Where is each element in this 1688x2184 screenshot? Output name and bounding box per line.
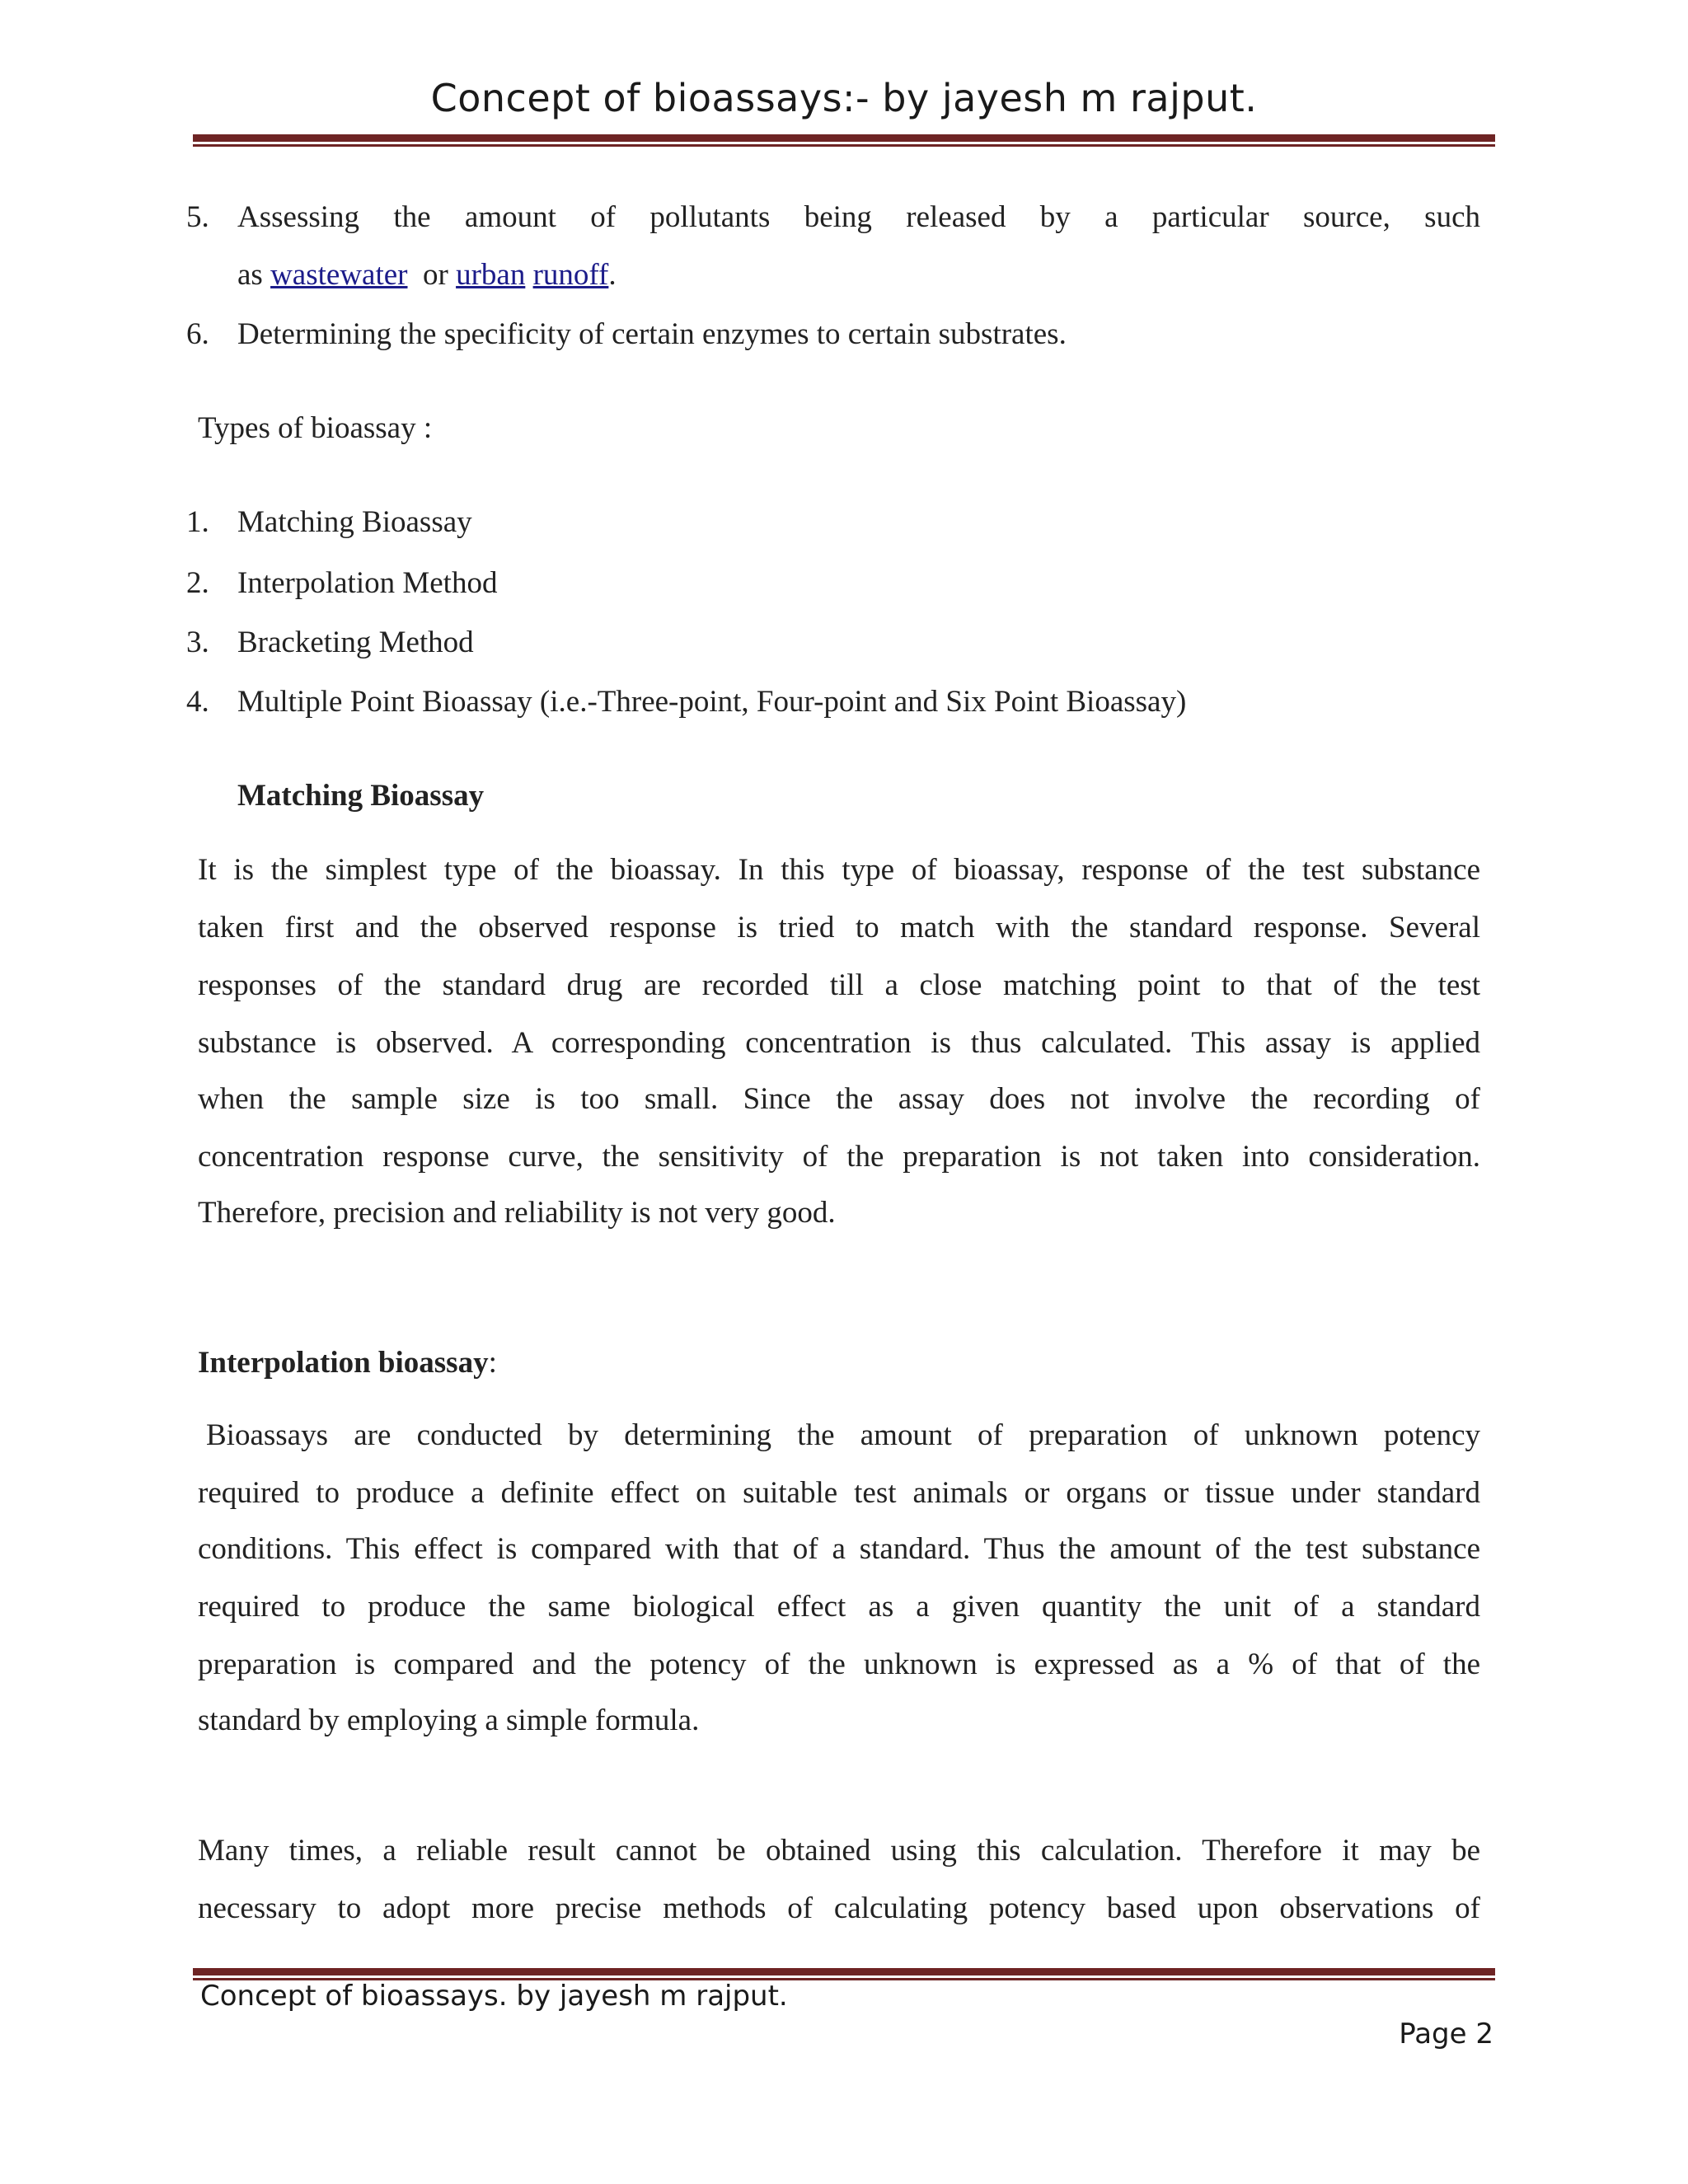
list-item-text: Determining the specificity of certain enzymes to certain substrates.	[237, 317, 1067, 351]
list-number: 5.	[186, 200, 209, 234]
paragraph-line: responses of the standard drug are recorded till a close matching point to that of the test	[198, 968, 1480, 1002]
paragraph-line: It is the simplest type of the bioassay. In this type of bioassay, response of the test substance	[198, 853, 1480, 887]
paragraph-line: required to produce the same biological effect as a given quantity the unit of a standard	[198, 1590, 1480, 1624]
list-number: 3.	[186, 626, 209, 659]
paragraph-line: Bioassays are conducted by determining the amount of preparation of unknown potency	[206, 1418, 1480, 1452]
list-number: 4.	[186, 685, 209, 719]
link-wastewater[interactable]: wastewater	[270, 258, 408, 292]
list-number: 2.	[186, 566, 209, 600]
list-item-text: Bracketing Method	[237, 626, 474, 659]
paragraph-line: preparation is compared and the potency of the unknown is expressed as a % of that of the	[198, 1647, 1480, 1681]
link-urban[interactable]: urban	[456, 258, 526, 292]
page-header-title: Concept of bioassays:- by jayesh m rajput.	[430, 76, 1258, 120]
paragraph-line: when the sample size is too small. Since the assay does not involve the recording of	[198, 1082, 1480, 1116]
footer-rule	[193, 1968, 1495, 1980]
page-footer-title: Concept of bioassays. by jayesh m rajput.	[200, 1980, 788, 2013]
page-number: Page 2	[1399, 2018, 1493, 2050]
link-runoff[interactable]: runoff	[532, 258, 609, 292]
list-item-continuation: as wastewater or urban runoff.	[237, 258, 617, 292]
paragraph-line: Many times, a reliable result cannot be obtained using this calculation. Therefore it may be	[198, 1834, 1480, 1868]
paragraph-line: Therefore, precision and reliability is not very good.	[198, 1196, 836, 1230]
header-rule	[193, 134, 1495, 147]
paragraph-line: necessary to adopt more precise methods of calculating potency based upon observations of	[198, 1891, 1480, 1925]
list-item-text: Interpolation Method	[237, 566, 498, 600]
list-item-text: Multiple Point Bioassay (i.e.-Three-point, Four-point and Six Point Bioassay)	[237, 685, 1187, 719]
paragraph-line: standard by employing a simple formula.	[198, 1704, 700, 1737]
list-item-text: Matching Bioassay	[237, 505, 472, 539]
paragraph-line: required to produce a definite effect on suitable test animals or organs or tissue under standard	[198, 1476, 1480, 1510]
paragraph-line: taken first and the observed response is tried to match with the standard response. Several	[198, 911, 1480, 944]
paragraph-line: substance is observed. A corresponding concentration is thus calculated. This assay is applied	[198, 1026, 1480, 1060]
paragraph-line: conditions. This effect is compared with that of a standard. Thus the amount of the test substance	[198, 1532, 1480, 1566]
section-heading-interpolation: Interpolation bioassay:	[198, 1346, 497, 1380]
list-number: 6.	[186, 317, 209, 351]
types-heading: Types of bioassay :	[198, 411, 433, 445]
section-heading-matching: Matching Bioassay	[237, 779, 485, 813]
paragraph-line: concentration response curve, the sensitivity of the preparation is not taken into consideration.	[198, 1140, 1480, 1174]
list-item-text: Assessing the amount of pollutants being released by a particular source, such	[237, 200, 1480, 234]
list-number: 1.	[186, 505, 209, 539]
